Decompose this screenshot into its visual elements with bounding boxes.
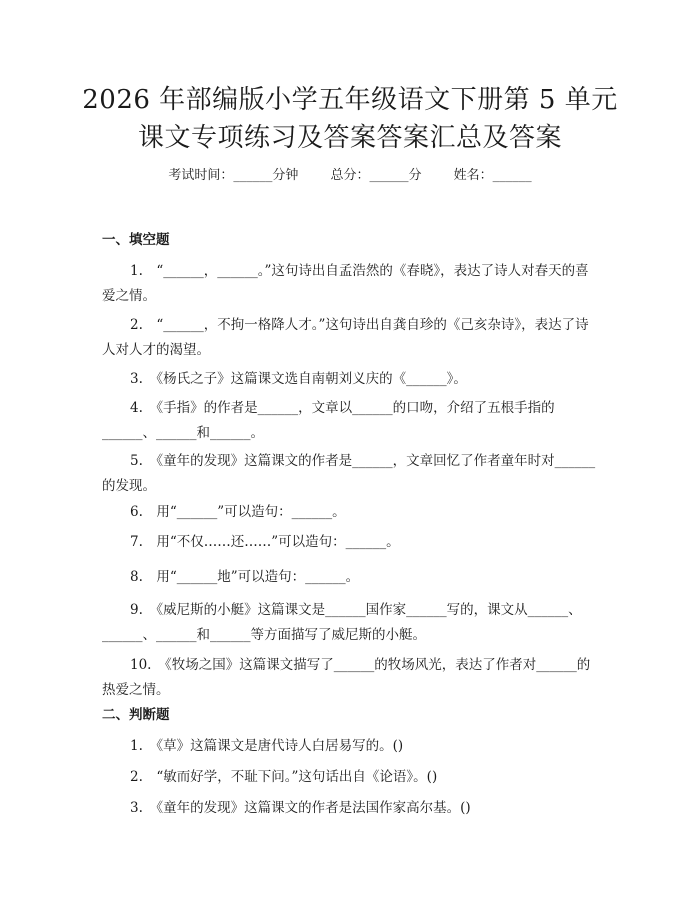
question-item: 1. “______，______。”这句诗出自孟浩然的《春晓》，表达了诗人对春天的喜爱之情。	[102, 263, 589, 304]
question-item: 6. 用“______”可以造句：______。	[130, 504, 346, 520]
section-heading-true-false: 二、判断题	[102, 707, 170, 723]
question-item: 10. 《牧场之国》这篇课文描写了______的牧场风光，表达了作者对______的热爱之情。	[102, 657, 591, 698]
question-item: 3. 《杨氏之子》这篇课文选自南朝刘义庆的《______》。	[130, 371, 467, 387]
title-line-1: 2026 年部编版小学五年级语文下册第 5 单元	[82, 85, 618, 115]
exam-info	[0, 166, 700, 186]
question-item: 2. “敏而好学，不耻下问。”这句话出自《论语》。()	[130, 769, 438, 785]
title-line-2: 课文专项练习及答案答案汇总及答案	[137, 123, 562, 153]
question-item: 3. 《童年的发现》这篇课文的作者是法国作家高尔基。()	[130, 800, 471, 816]
exam-time: 考试时间：______分钟	[168, 168, 299, 183]
question-item: 4. 《手指》的作者是______，文章以______的口吻，介绍了五根手指的______、______和______。	[102, 400, 555, 441]
exam-name: 姓名：______	[453, 168, 532, 183]
question-item: 2. “______，不拘一格降人才。”这句诗出自龚自珍的《己亥杂诗》，表达了诗人对人才的渴望。	[102, 317, 589, 358]
question-item: 1. 《草》这篇课文是唐代诗人白居易写的。()	[130, 738, 404, 754]
question-item: 7. 用“不仅……还……”可以造句：______。	[130, 534, 400, 550]
question-item: 9. 《威尼斯的小艇》这篇课文是______国作家______写的，课文从______、______、______和______等方面描写了威尼斯的小艇。	[102, 602, 582, 643]
section-heading-fill-in: 一、填空题	[102, 232, 170, 248]
question-item: 5. 《童年的发现》这篇课文的作者是______，文章回忆了作者童年时对______的发现。	[102, 453, 596, 494]
exam-score: 总分：______分	[330, 168, 422, 183]
question-item: 8. 用“______地”可以造句：______。	[130, 569, 360, 585]
